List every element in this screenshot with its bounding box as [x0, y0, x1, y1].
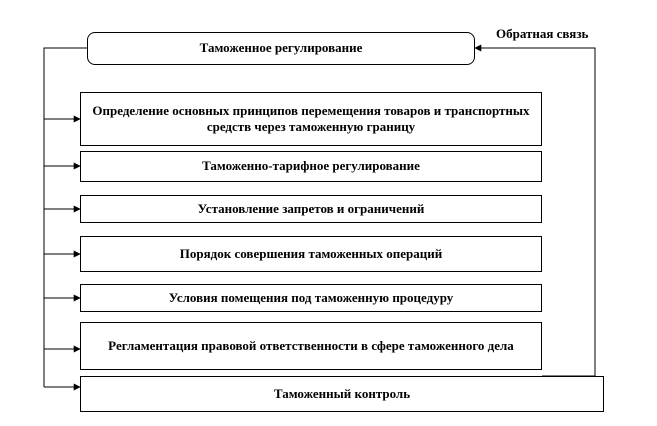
item-label-operations: Порядок совершения таможенных операций: [179, 245, 443, 261]
item-box-tariff: [80, 151, 542, 182]
feedback-label: Обратная связь: [496, 26, 589, 41]
item-box-liability: [80, 322, 542, 370]
item-label-liability: Регламентация правовой ответственности в сфере таможенного дела: [108, 337, 514, 353]
top-box-customs-regulation: [87, 32, 475, 65]
item-box-control: [80, 376, 604, 412]
item-label-control: Таможенный контроль: [273, 385, 411, 401]
item-box-operations: [80, 236, 542, 272]
item-label-principles: Определение основных принципов перемещения товаров и транспортных средств через таможенную границу: [92, 102, 530, 134]
item-box-principles: [80, 92, 542, 146]
item-box-bans: [80, 195, 542, 223]
top-box-label: Таможенное регулирование: [199, 40, 363, 56]
item-label-tariff: Таможенно-тарифное регулирование: [202, 158, 420, 174]
item-label-bans: Установление запретов и ограничений: [197, 200, 425, 216]
item-label-procedure: Условия помещения под таможенную процедуру: [168, 289, 454, 305]
item-box-procedure: [80, 284, 542, 312]
